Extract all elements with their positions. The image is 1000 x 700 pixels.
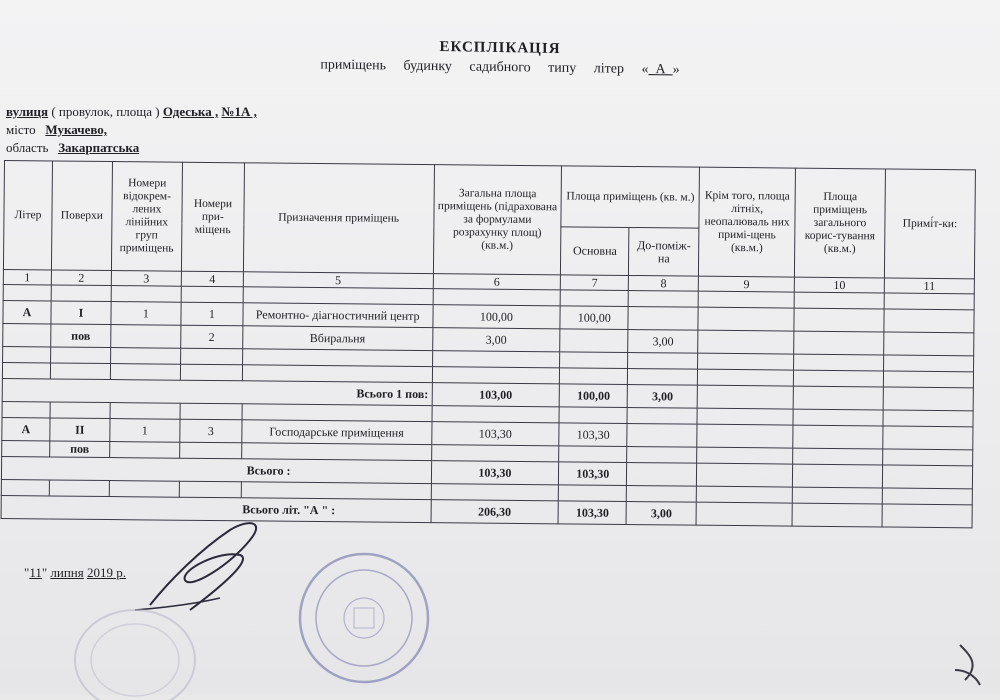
subtotal-1-total: 103,00 <box>432 383 560 407</box>
subtitle-prefix: приміщень будинку садибного типу літер « <box>320 57 649 78</box>
cell-group: 1 <box>110 419 180 443</box>
cell-group <box>111 325 181 349</box>
header-floors: Поверхи <box>51 161 112 271</box>
header-area-group: Площа приміщень (кв. м.) <box>561 166 699 229</box>
cell-purpose: Вбиральня <box>243 326 433 351</box>
city-label: місто <box>6 122 36 137</box>
subtotal-1-aux: 3,00 <box>627 384 697 408</box>
street-hint: ( провулок, площа ) <box>51 104 160 119</box>
street-value: Одеська , <box>162 104 219 119</box>
cell-floor: пов <box>50 441 110 458</box>
address-region-line <box>6 140 139 156</box>
col-number: 11 <box>884 278 974 294</box>
cell-liter: А <box>2 417 50 440</box>
header-common: Площа приміщень загального корис-тування (кв.м.) <box>795 168 886 278</box>
header-groups: Номери відокрем-лених лінійних груп приміщень <box>111 162 182 272</box>
cell-room: 2 <box>181 325 243 349</box>
grand-total-main: 103,30 <box>558 501 626 525</box>
document-date: "11" липня 2019 р. <box>24 565 126 580</box>
region-value: Закарпатська <box>58 140 140 155</box>
col-number: 5 <box>243 272 433 289</box>
date-month: липня <box>50 565 84 580</box>
col-number: 10 <box>794 277 884 293</box>
cell-floor: ІІ <box>50 418 110 442</box>
cell-total: 3,00 <box>432 328 560 352</box>
cell-total: 100,00 <box>432 305 560 329</box>
header-liter: Літер <box>3 161 52 270</box>
col-number: 2 <box>51 270 111 286</box>
grand-total-total: 206,30 <box>431 500 559 524</box>
col-number: 4 <box>181 271 243 287</box>
col-number: 3 <box>111 271 181 287</box>
cell-purpose: Ремонтно- діагностичний центр <box>243 303 433 328</box>
cell-purpose: Господарське приміщення <box>242 420 432 445</box>
grand-total-label: Всього літ. "А " : <box>1 495 431 522</box>
header-rooms: Номери при-міщень <box>181 162 244 272</box>
cell-aux <box>627 423 697 447</box>
header-total-area: Загальна площа приміщень (підрахована за формулами розрахунку площ) (кв.м.) <box>433 165 562 275</box>
address-street-line <box>6 104 257 120</box>
header-notes: Примі́т-ки: <box>884 169 975 279</box>
cell-total: 103,30 <box>431 422 559 446</box>
cell-aux: 3,00 <box>628 329 698 353</box>
header-main: Основна <box>561 227 629 275</box>
subtitle-suffix: » <box>672 62 680 78</box>
col-number: 1 <box>3 269 51 284</box>
header-purpose: Призначення приміщень <box>243 163 434 274</box>
cell-room: 3 <box>180 419 242 443</box>
subtotal-2-aux <box>627 462 697 486</box>
stamp-seal-icon <box>294 548 434 688</box>
street-label: вулиця <box>6 104 49 119</box>
subtitle-letter: _А_ <box>648 62 673 78</box>
region-label: область <box>6 140 49 155</box>
subtotal-2-main: 103,30 <box>559 462 627 486</box>
cell-floor: І <box>51 301 111 325</box>
subtotal-1-label: Всього 1 пов: <box>2 378 432 405</box>
city-value: Мукачево, <box>45 122 108 137</box>
col-number: 6 <box>433 274 561 290</box>
cell-aux <box>628 307 698 331</box>
grand-total-aux: 3,00 <box>626 501 696 525</box>
col-number: 8 <box>629 276 699 292</box>
col-number: 9 <box>698 276 794 292</box>
address-city-line <box>6 122 107 138</box>
faint-stamp-icon <box>70 590 200 700</box>
explication-table <box>1 160 976 528</box>
cell-main <box>560 329 628 353</box>
document-title: ЕКСПЛІКАЦІЯ <box>439 38 561 58</box>
date-year: 2019 р. <box>87 565 126 580</box>
subtotal-1-main: 100,00 <box>559 384 627 408</box>
header-summer: Крім того, площа літніх, неопалюваль них примі-щень (кв.м.) <box>699 167 796 277</box>
cell-liter: А <box>3 300 51 323</box>
date-day: 11 <box>29 565 42 580</box>
cell-main: 103,30 <box>559 423 627 447</box>
cell-floor: пов <box>51 324 111 348</box>
cell-liter <box>3 323 51 346</box>
cell-group: 1 <box>111 302 181 326</box>
cell-room: 1 <box>181 302 243 326</box>
col-number: 7 <box>561 275 629 291</box>
cell-main: 100,00 <box>560 306 628 330</box>
header-aux: До-поміж-на <box>629 228 699 276</box>
corner-mark-icon <box>945 640 995 690</box>
house-number: №1А , <box>221 104 257 119</box>
subtotal-2-label: Всього : <box>1 456 431 483</box>
subtotal-2-total: 103,30 <box>431 461 559 485</box>
